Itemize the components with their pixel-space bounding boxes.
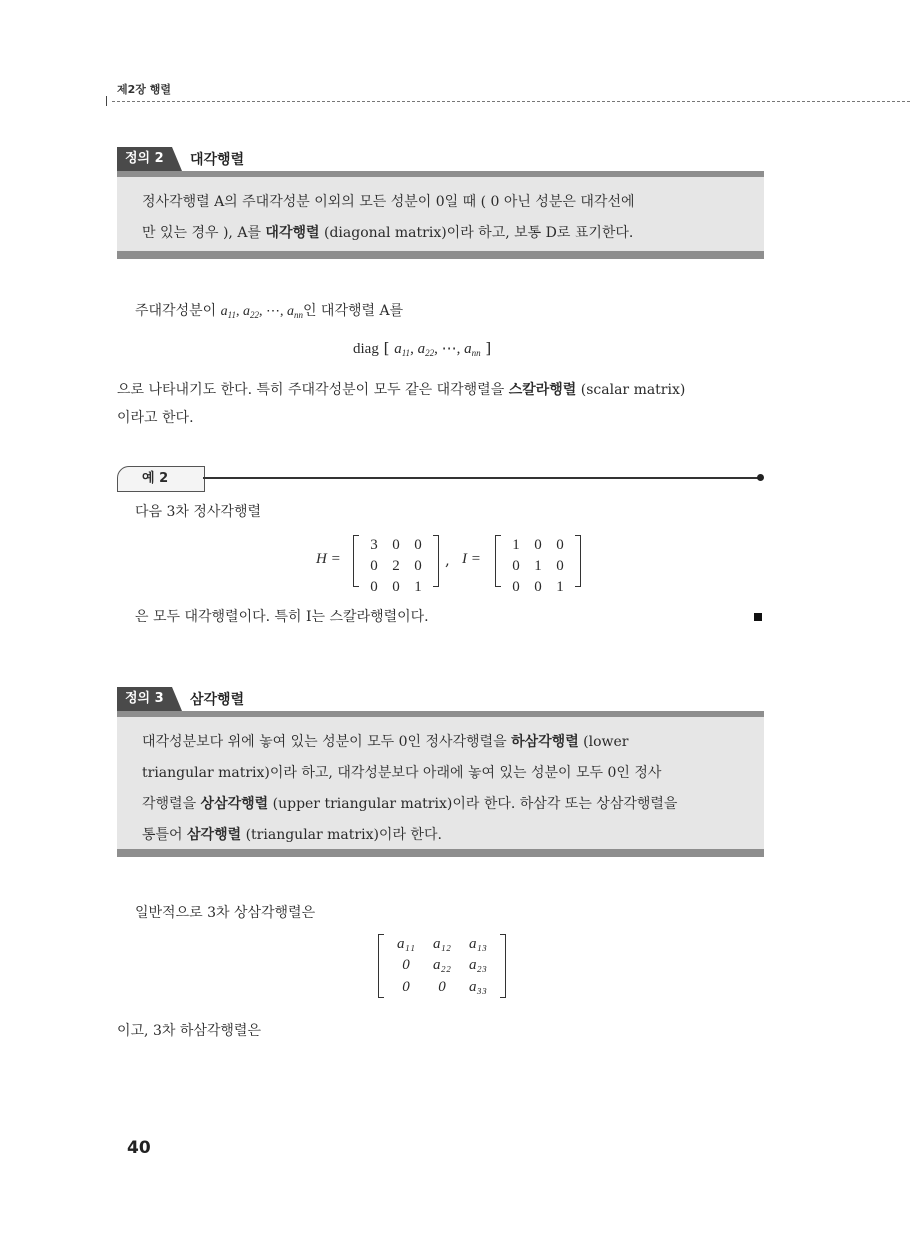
definition-2-box	[117, 171, 764, 259]
definition-3-line-2: triangular matrix)이라 하고, 대각성분보다 아래에 놓여 있는 성분이 모두 0인 정사	[142, 765, 662, 781]
matrix-upper-cell-3-1: 0	[402, 978, 410, 995]
example-divider-dot	[757, 474, 764, 481]
matrix-H-cell-1-3: 0	[414, 537, 422, 553]
matrix-I-cell-3-1: 0	[512, 579, 520, 595]
matrix-H-label: H =	[316, 551, 341, 567]
paragraph-upper-intro: 일반적으로 3차 상삼각행렬은	[135, 905, 316, 921]
matrix-I-label: I =	[462, 551, 481, 567]
matrix-H-cell-2-1: 0	[370, 558, 378, 574]
definition-3-tab: 정의 3	[117, 687, 172, 711]
matrix-H-cell-2-2: 2	[392, 558, 400, 574]
example-2-outro: 은 모두 대각행렬이다. 특히 I는 스칼라행렬이다.	[135, 609, 429, 625]
definition-2-line-1: 정사각행렬 A의 주대각성분 이외의 모든 성분이 0일 때 ( 0 아닌 성분은 대각선에	[142, 194, 635, 210]
definition-3-line-4: 통틀어 삼각행렬 (triangular matrix)이라 한다.	[142, 827, 442, 843]
paragraph-diagonal-entries: 주대각성분이 $a_{11}$, $a_{22}$, ⋯, $a_{nn}$인 대각행렬 A를	[135, 303, 404, 320]
matrix-H-cell-2-3: 0	[414, 558, 422, 574]
matrix-H	[353, 535, 439, 595]
keyword-upper-triangular: 상삼각행렬	[200, 796, 269, 812]
keyword-triangular-matrix: 삼각행렬	[187, 827, 242, 843]
matrix-upper-cell-3-3: a₃₃	[469, 978, 487, 995]
definition-3-box	[117, 711, 764, 857]
paragraph-lower-intro: 이고, 3차 하삼각행렬은	[117, 1023, 261, 1039]
chapter-header: 제2장 행렬	[117, 83, 171, 96]
matrix-I-cell-2-3: 0	[556, 558, 564, 574]
example-2-tab: 예 2	[117, 466, 205, 492]
qed-square	[754, 613, 762, 621]
keyword-diagonal-matrix: 대각행렬	[265, 225, 320, 241]
matrix-I-cell-1-2: 0	[534, 537, 542, 553]
matrix-upper-cell-3-2: 0	[438, 978, 446, 995]
matrix-H-cell-3-2: 0	[392, 579, 400, 595]
paragraph-scalar-matrix: 으로 나타내기도 한다. 특히 주대각성분이 모두 같은 대각행렬을 스칼라행렬 (scalar matrix)	[117, 382, 686, 398]
matrix-H-cell-3-1: 0	[370, 579, 378, 595]
header-tick	[106, 96, 107, 106]
matrix-I	[495, 535, 581, 595]
diag-notation: diag [ $a_{11}$, $a_{22}$, ⋯, $a_{nn}$ ]	[353, 339, 492, 358]
keyword-scalar-matrix: 스칼라행렬	[508, 382, 577, 398]
matrix-upper-triangular	[378, 934, 506, 998]
matrix-upper-cell-1-3: a₁₃	[469, 936, 487, 953]
definition-3-line-1: 대각성분보다 위에 놓여 있는 성분이 모두 0인 정사각행렬을 하삼각행렬 (lower	[142, 734, 629, 750]
matrix-I-cell-1-3: 0	[556, 537, 564, 553]
matrix-H-cell-3-3: 1	[414, 579, 422, 595]
matrix-upper-cell-1-1: a₁₁	[397, 936, 415, 953]
matrix-upper-cell-2-3: a₂₃	[469, 957, 487, 974]
definition-2-line-2: 만 있는 경우 ), A를 대각행렬 (diagonal matrix)이라 하고, 보통 D로 표기한다.	[142, 225, 634, 241]
definition-2-tab: 정의 2	[117, 147, 172, 171]
keyword-lower-triangular: 하삼각행렬	[511, 734, 579, 750]
matrix-upper-cell-1-2: a₁₂	[433, 936, 451, 953]
definition-3-line-3: 각행렬을 상삼각행렬 (upper triangular matrix)이라 한다. 하삼각 또는 상삼각행렬을	[142, 796, 678, 812]
example-2-intro: 다음 3차 정사각행렬	[135, 504, 261, 520]
definition-2-title: 대각행렬	[190, 152, 245, 168]
matrix-H-cell-1-2: 0	[392, 537, 400, 553]
matrix-comma: ,	[445, 551, 450, 569]
matrix-upper-cell-2-2: a₂₂	[433, 957, 451, 974]
matrix-I-cell-3-3: 1	[556, 579, 564, 595]
matrix-upper-cell-2-1: 0	[402, 957, 410, 974]
page-number: 40	[127, 1138, 151, 1158]
header-divider	[112, 101, 910, 102]
matrix-I-cell-2-1: 0	[512, 558, 520, 574]
matrix-I-cell-1-1: 1	[512, 537, 520, 553]
example-divider	[203, 477, 760, 479]
matrix-I-cell-2-2: 1	[534, 558, 542, 574]
definition-3-title: 삼각행렬	[190, 692, 245, 708]
matrix-H-cell-1-1: 3	[370, 537, 378, 553]
paragraph-scalar-end: 이라고 한다.	[117, 410, 194, 426]
matrix-I-cell-3-2: 0	[534, 579, 542, 595]
